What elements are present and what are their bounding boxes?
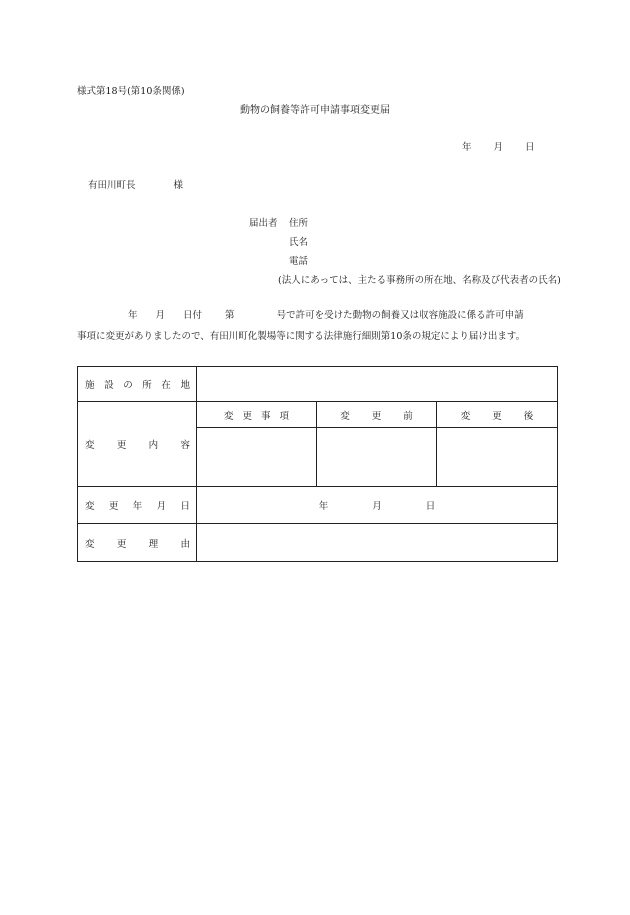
name-label: 氏名 <box>289 237 309 248</box>
change-reason-row <box>78 524 558 562</box>
addressee <box>88 181 183 191</box>
change-date-label: 変 更 年 月 日 <box>78 487 197 524</box>
phone-label: 電話 <box>289 256 309 267</box>
body-month: 月 <box>155 310 166 321</box>
column-header-after: 変 更 後 <box>437 402 558 428</box>
notifier-label: 届出者 <box>249 218 278 229</box>
before-field[interactable] <box>317 428 437 487</box>
change-reason-label: 変 更 理 由 <box>78 524 197 562</box>
change-header-row <box>78 402 558 428</box>
facility-label: 施 設 の 所 在 地 <box>78 367 197 402</box>
body-line1-tail: 号で許可を受けた動物の飼養又は収容施設に係る許可申請 <box>276 310 524 321</box>
document-title: 動物の飼養等許可申請事項変更届 <box>240 105 390 116</box>
facility-row <box>78 367 558 402</box>
date-year-label: 年 <box>462 142 472 153</box>
change-item-field[interactable] <box>197 428 317 487</box>
change-date-field[interactable] <box>197 487 558 524</box>
change-date-month: 月 <box>372 501 382 512</box>
facility-location-field[interactable] <box>197 367 558 402</box>
after-field[interactable] <box>437 428 558 487</box>
column-header-before: 変 更 前 <box>317 402 437 428</box>
body-text-line1 <box>128 311 524 321</box>
form-number: 様式第18号(第10条関係) <box>77 86 185 97</box>
addressee-honorific: 様 <box>173 180 184 191</box>
addressee-name: 有田川町長 <box>88 180 136 191</box>
body-year: 年 <box>128 310 138 321</box>
change-reason-field[interactable] <box>197 524 558 562</box>
change-content-label: 変 更 内 容 <box>78 402 197 487</box>
address-label: 住所 <box>289 218 309 229</box>
column-header-change-item: 変 更 事 項 <box>197 402 317 428</box>
date-day-label: 日 <box>525 142 535 153</box>
body-text-line2: 事項に変更がありましたので、有田川町化製場等に関する法律施行細則第10条の規定により届け出ます。 <box>77 331 526 342</box>
change-form-table <box>77 366 558 562</box>
date-month-label: 月 <box>493 142 504 153</box>
body-day: 日付 <box>183 310 203 321</box>
submission-date <box>462 143 535 153</box>
body-number-prefix: 第 <box>225 310 235 321</box>
change-date-row <box>78 487 558 524</box>
change-date-day: 日 <box>425 501 436 512</box>
change-date-year: 年 <box>318 501 329 512</box>
corporate-note: (法人にあっては、主たる事務所の所在地、名称及び代表者の氏名) <box>278 275 561 286</box>
